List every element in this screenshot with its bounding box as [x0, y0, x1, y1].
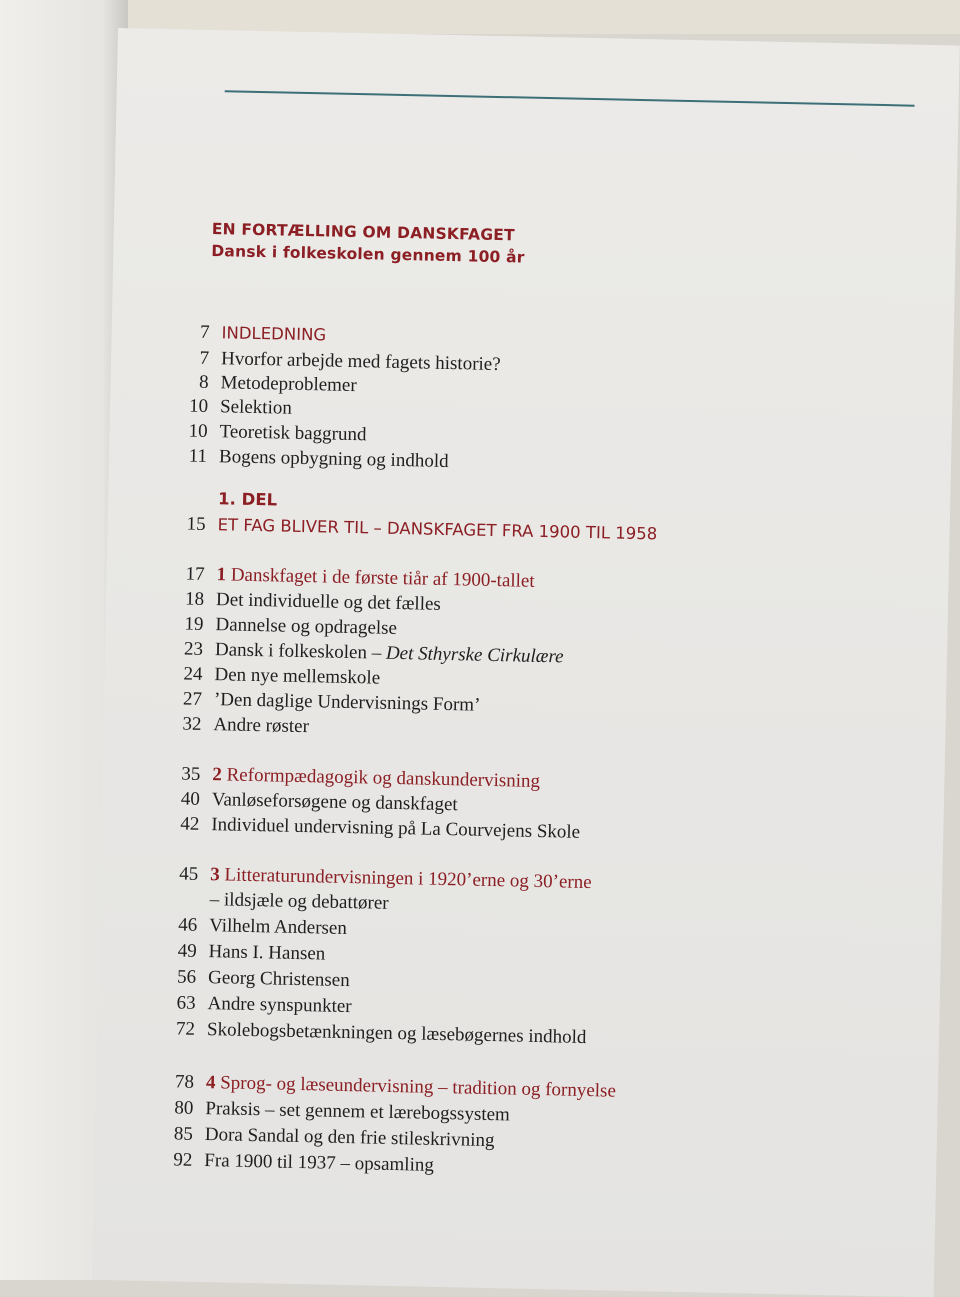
chapter-title: Reformpædagogik og danskundervisning [226, 764, 541, 793]
page-number: 11 [188, 445, 208, 467]
entry-title: Metodeproblemer [220, 372, 357, 397]
page-number: 85 [173, 1123, 194, 1145]
entry-title: Vanløseforsøgene og danskfaget [211, 789, 458, 816]
entry-title: Dannelse og opdragelse [215, 614, 398, 639]
page-number: 40 [180, 788, 201, 810]
entry-title: Teoretisk baggrund [219, 421, 367, 446]
book-subtitle: Dansk i folkeskolen gennem 100 år [211, 242, 525, 267]
page-number: 49 [177, 940, 197, 962]
chapter-number: 1 [216, 564, 227, 586]
entry-title: Hans I. Hansen [208, 941, 326, 965]
page-number: 32 [182, 713, 202, 735]
background-surface [120, 0, 960, 34]
page-number: 24 [183, 663, 203, 685]
entry-title: Individuel undervisning på La Courvejens Skole [211, 814, 581, 843]
page-number [140, 904, 198, 905]
book-page [92, 28, 960, 1297]
header-rule [225, 90, 915, 106]
entry-title: Dansk i folkeskolen – [214, 639, 387, 664]
page-number: 80 [174, 1097, 194, 1119]
page-number: 8 [198, 371, 209, 393]
chapter-subtitle: – ildsjæle og debattører [209, 889, 389, 914]
page-number: 18 [184, 588, 205, 610]
entry-title: Bogens opbygning og indhold [218, 446, 449, 473]
page-number [148, 503, 206, 504]
entry-title: Andre røster [213, 714, 310, 738]
page-number: 7 [199, 347, 210, 369]
section-title: INDLEDNING [221, 323, 327, 345]
chapter-number: 3 [210, 864, 221, 886]
entry-title: Fra 1900 til 1937 – opsamling [204, 1150, 435, 1176]
page-number: 42 [180, 813, 200, 835]
page-number: 35 [181, 763, 201, 785]
entry-title: Den nye mellemskole [214, 664, 381, 689]
page-number: 10 [188, 395, 209, 417]
page-number: 56 [176, 966, 197, 988]
page-number: 72 [175, 1018, 196, 1040]
page-number: 15 [186, 513, 206, 535]
part-title: 1. DEL [217, 489, 278, 510]
entry-title-italic: Det Sthyrske Cirkulære [385, 642, 564, 668]
entry-title: Andre synspunkter [207, 993, 352, 1018]
page-number: 46 [178, 914, 198, 936]
page-number: 92 [173, 1149, 193, 1171]
chapter-title: Litteraturundervisningen i 1920’erne og 30’erne [224, 864, 592, 894]
chapter-number: 4 [205, 1072, 216, 1094]
entry-title: Skolebogsbetænkningen og læsebøgernes indhold [206, 1019, 587, 1049]
page-number: 27 [182, 688, 203, 710]
entry-title: Praksis – set gennem et lærebogssystem [205, 1098, 511, 1126]
page-number: 63 [176, 992, 196, 1014]
entry-title: Selektion [219, 396, 293, 419]
page-number: 23 [183, 638, 204, 660]
page-number: 10 [188, 420, 208, 442]
entry-title: Hvorfor arbejde med fagets historie? [220, 348, 501, 376]
page-number: 45 [179, 863, 199, 885]
entry-title: Vilhelm Andersen [209, 915, 348, 939]
entry-title: Dora Sandal og den frie stileskrivning [204, 1124, 495, 1152]
chapter-title: Sprog- og læseundervisning – tradition og fornyelse [219, 1072, 617, 1102]
entry-title: Georg Christensen [207, 967, 350, 992]
entry-title: Det individuelle og det fælles [215, 589, 442, 615]
page-number: 7 [199, 321, 210, 343]
entry-title: ’Den daglige Undervisnings Form’ [213, 689, 481, 716]
page-number: 78 [174, 1071, 195, 1093]
page-number: 17 [185, 563, 205, 585]
chapter-number: 2 [212, 764, 223, 786]
book-title: EN FORTÆLLING OM DANSKFAGET [211, 220, 515, 245]
part-heading: ET FAG BLIVER TIL – DANSKFAGET FRA 1900 TIL 1958 [217, 515, 658, 544]
page-number: 19 [184, 613, 204, 635]
chapter-title: Danskfaget i de første tiår af 1900-tallet [230, 564, 535, 592]
